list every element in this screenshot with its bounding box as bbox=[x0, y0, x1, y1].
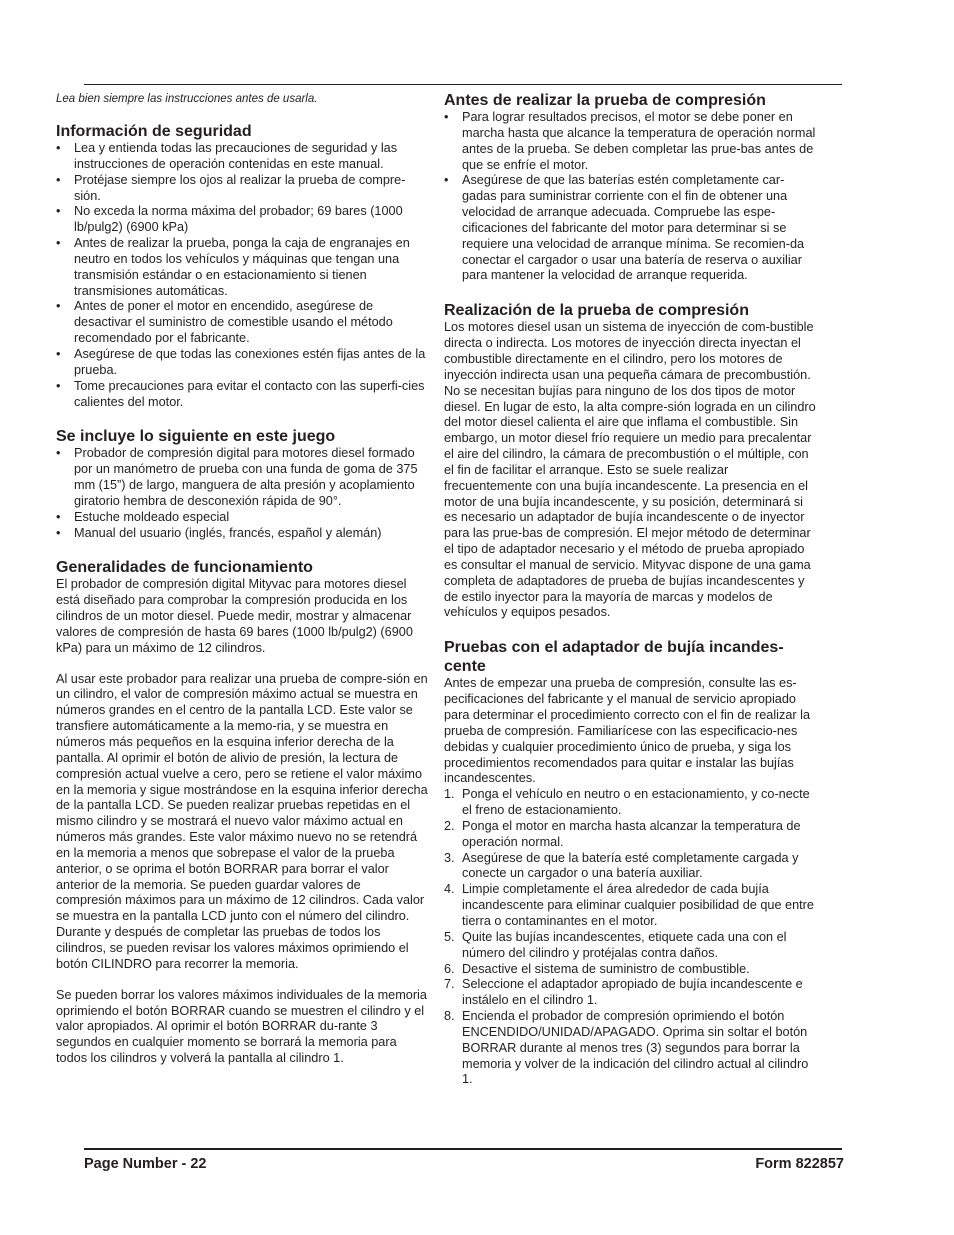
overview-heading: Generalidades de funcionamiento bbox=[56, 559, 313, 577]
overview-paragraph: Al usar este probador para realizar una prueba de compre-sión en un cilindro, el valor de compresión máximo actual se muestra en números grandes en el centro de la pantalla LCD. Este valor se transfiere automáticamente a la memo-ria, y se muestra en números más pequeños en la esquina inferior derecha de la pantalla. Al oprimir el botón de alivio de presión, la lectura de compresión actual vuelve a cero, pero se retiene el valor máximo en la memoria y sigue mostrándose en la esquina inferior derecha de la pantalla LCD. Se pueden realizar pruebas repetidas en el mismo cilindro y se mostrará el nuevo valor máximo actual en números más grandes. Este valor máximo nuevo no se retendrá en la memoria a menos que sobrepase el valor de la prueba anterior, o se oprima el botón BORRAR para borrar el valor anterior de la memoria. Se pueden guardar valores de compresión máximos para un máximo de 12 cilindros. Cada valor se muestra en la pantalla LCD junto con el número del cilindro. Durante y después de completar las pruebas de todos los cilindros, se pueden revisar los valores máximos oprimiendo el botón CILINDRO para recorrer la memoria. bbox=[56, 671, 428, 971]
list-item: 6. Desactive el sistema de suministro de combustible. bbox=[444, 961, 750, 976]
list-item: • Para lograr resultados precisos, el motor se debe poner en marcha hasta que alcance la temperatura de operación normal antes de la prueba. Se deben completar las prue-bas antes de que se enfríe el motor. bbox=[444, 110, 816, 172]
list-item: 1. Ponga el vehículo en neutro o en estacionamiento, y co-necte el freno de estacionamiento. bbox=[444, 787, 810, 818]
safety-heading: Información de seguridad bbox=[56, 123, 252, 140]
included-heading: Se incluye lo siguiente en este juego bbox=[56, 428, 336, 446]
form-number: Form 822857 bbox=[755, 1156, 844, 1172]
glow-plug-heading: Pruebas con el adaptador de bujía incandes-cente bbox=[444, 639, 784, 676]
performing-heading: Realización de la prueba de compresión bbox=[444, 302, 749, 320]
before-test-heading: Antes de realizar la prueba de compresión bbox=[444, 92, 766, 109]
list-item: • Antes de poner el motor en encendido, asegúrese de desactivar el suministro de comestible usando el método recomendado por el fabricante. bbox=[56, 299, 393, 346]
list-item: 4. Limpie completamente el área alrededor de cada bujía incandescente para eliminar cualquier posibilidad de que entre tierra o contaminantes en el motor. bbox=[444, 882, 814, 928]
list-item: • No exceda la norma máxima del probador; 69 bares (1000 lb/pulg2) (6900 kPa) bbox=[56, 204, 403, 235]
list-item: 3. Asegúrese de que la batería esté completamente cargada y conecte un cargador o una batería auxiliar. bbox=[444, 850, 799, 881]
list-item: • Tome precauciones para evitar el contacto con las superfi-cies calientes del motor. bbox=[56, 378, 425, 409]
list-item: • Protéjase siempre los ojos al realizar la prueba de compre-sión. bbox=[56, 172, 406, 203]
list-item: • Asegúrese de que las baterías estén completamente car-gadas para suministrar corriente con el fin de obtener una velocidad de arranque adecuada. Compruebe las espe-cificaciones del fabricante del motor para determinar si se requiere una velocidad de arranque mínima. Se recomien-da conectar el cargador o usar una batería de reserva o auxiliar para mantener la velocidad de arranque requerida. bbox=[444, 173, 805, 283]
page-number: Page Number - 22 bbox=[84, 1156, 207, 1172]
left-column bbox=[56, 91, 428, 1067]
list-item: • Manual del usuario (inglés, francés, español y alemán) bbox=[56, 525, 382, 540]
safety-list bbox=[56, 141, 428, 410]
before-test-list bbox=[444, 110, 816, 284]
list-item: • Lea y entienda todas las precauciones de seguridad y las instrucciones de operación contenidas en este manual. bbox=[56, 141, 398, 171]
glow-plug-steps bbox=[444, 787, 816, 1088]
included-list bbox=[56, 446, 428, 541]
list-item: 2. Ponga el motor en marcha hasta alcanzar la temperatura de operación normal. bbox=[444, 818, 801, 849]
top-rule bbox=[84, 84, 842, 85]
intro-note: Lea bien siempre las instrucciones antes de usarla. bbox=[56, 93, 318, 105]
bottom-rule bbox=[84, 1148, 842, 1150]
list-item: • Estuche moldeado especial bbox=[56, 509, 230, 524]
list-item: 5. Quite las bujías incandescentes, etiquete cada una con el número del cilindro y protéjalas contra daños. bbox=[444, 929, 787, 960]
overview-paragraph: Se pueden borrar los valores máximos individuales de la memoria oprimiendo el botón BORRAR cuando se muestren el cilindro y el valor apropiados. Al oprimir el botón BORRAR du-rante 3 segundos en cualquier momento se borrará la memoria para todos los cilindros y volverá la pantalla al cilindro 1. bbox=[56, 987, 427, 1066]
glow-plug-paragraph: Antes de empezar una prueba de compresión, consulte las es-pecificaciones del fabricante y el manual de servicio apropiado para determinar el procedimiento correcto con el fin de realizar la prueba de compresión. Familiarícese con las especificacio-nes debidas y cualquier procedimiento único de prueba, y siga los procedimientos recomendados para quitar e instalar las bujías incandescentes. bbox=[444, 676, 811, 786]
list-item: • Probador de compresión digital para motores diesel formado por un manómetro de prueba con una funda de goma de 375 mm (15”) de largo, manguera de alta presión y acoplamiento giratorio hembra de desconexión rápida de 90°. bbox=[56, 446, 418, 508]
performing-paragraph: Los motores diesel usan un sistema de inyección de com-bustible directa o indirecta. Los motores de inyección directa inyectan el combustible directamente en el cilindro, pero los motores de inyección indirecta usan una pequeña cámara de precombustión. No se necesitan bujías para ninguno de los dos tipos de motor diesel. En lugar de esto, la alta compre-sión lograda en un cilindro del motor diesel calienta el aire que inflama el combustible. Sin embargo, un motor diesel frío requiere un medio para precalentar el aire del cilindro, la cámara de precombustión o el múltiple, con el fin de facilitar el arranque. Esto se suele realizar frecuentemente con una bujía incandescente. La presencia en el motor de una bujía incandescente, y su posición, determinará si es necesario un adaptador de bujía incandescente o de inyector para las prue-bas de compresión. El mejor método de determinar el tipo de adaptador necesario y el método de prueba apropiado es consultar el manual de servicio. Mityvac dispone de una gama completa de adaptadores de prueba de bujías incandescentes y de estilo inyector para la mayoría de marcas y modelos de vehículos y equipos pesados. bbox=[444, 320, 816, 620]
right-column bbox=[444, 91, 816, 1088]
list-item: 8. Encienda el probador de compresión oprimiendo el botón ENCENDIDO/UNIDAD/APAGADO. Oprima sin soltar el botón BORRAR durante al menos tres (3) segundos para borrar la memoria y volver de la indicación del cilindro actual al cilindro 1. bbox=[444, 1009, 809, 1087]
list-item: • Asegúrese de que todas las conexiones estén fijas antes de la prueba. bbox=[56, 346, 426, 377]
overview-paragraph: El probador de compresión digital Mityvac para motores diesel está diseñado para comprobar la compresión producida en los cilindros de un motor diesel. Puede medir, mostrar y almacenar valores de compresión de hasta 69 bares (1000 lb/pulg2) (6900 kPa) para un máximo de 12 cilindros. bbox=[56, 577, 413, 655]
list-item: 7. Seleccione el adaptador apropiado de bujía incandescente e instálelo en el cilindro 1. bbox=[444, 977, 803, 1008]
list-item: • Antes de realizar la prueba, ponga la caja de engranajes en neutro en todos los vehículos y máquinas que tengan una transmisión estándar o en estacionamiento si tienen transmisiones automáticas. bbox=[56, 236, 410, 298]
